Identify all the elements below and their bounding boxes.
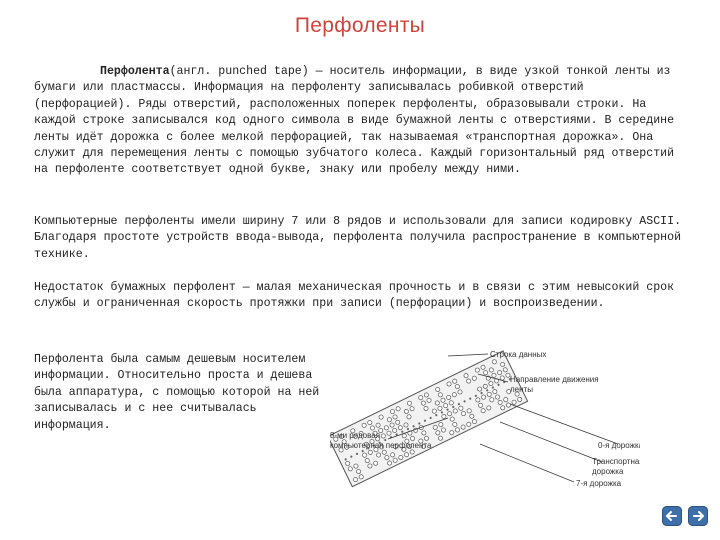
label-transport-1: Транспортная: [592, 457, 640, 466]
label-track-7: 7-я дорожка: [576, 479, 622, 488]
paragraph-disadvantages: Недостаток бумажных перфолент — малая механическая прочность и в связи с этим невысокий срок службы и ограниченная скорость протяжки при записи (перфорации) и воспроизведении.: [34, 281, 675, 311]
paragraph-definition: [34, 64, 684, 179]
term-perfolenta: Перфолента: [100, 65, 170, 78]
punched-tape-figure: [330, 334, 640, 494]
punched-tape-diagram: [330, 334, 640, 494]
nav-forward-button[interactable]: [688, 506, 708, 526]
paragraph-computer-tapes: Компьютерные перфоленты имели ширину 7 или 8 рядов и использовали для записи кодировку ASCII. Благодаря простоте устройств ввода-вывода, перфолента получила распространение в компьютерной технике.: [34, 215, 682, 261]
arrow-left-icon: [662, 506, 682, 526]
nav-back-button[interactable]: [662, 506, 682, 526]
label-direction-2: ленты: [510, 385, 533, 394]
definition-text: (англ. punched tape) — носитель информации, в виде узкой тонкой ленты из бумаги или пластмассы. Информация на перфоленту записывалась робивкой отверстий (перфорацией). Ряды отверстий, расположенных поперек перфоленты, образовывали строки. На каждой строке записывался код одного символа в виде бумажной ленты с отверстиями. В середине ленты идёт дорожка с более мелкой перфорацией, так называемая «транспортная дорожка». Она служит для перемещения ленты с помощью зубчатого колеса. Каждый горизонтальный ряд отверстий на перфоленте соответствует одной букве, знаку или пробелу между ними.: [34, 65, 675, 177]
page-title: Перфоленты: [294, 14, 426, 37]
label-transport-2: дорожка: [592, 467, 624, 476]
label-eight-row-2: компьютерная перфолента: [330, 441, 432, 450]
label-direction-1: Направление движения: [510, 375, 599, 384]
label-eight-row-1: 8-ми рядовая: [330, 431, 381, 440]
paragraph-cheapness: Перфолента была самым дешевым носителем информации. Относительно проста и дешева была аппаратура, с помощью которой на ней записывалась и с нее считывалась информация.: [34, 353, 320, 432]
tape-strip: [330, 351, 528, 487]
arrow-right-icon: [688, 506, 708, 526]
label-data-row: Строка данных: [490, 350, 547, 359]
label-track-0: 0-я дорожка: [598, 441, 640, 450]
